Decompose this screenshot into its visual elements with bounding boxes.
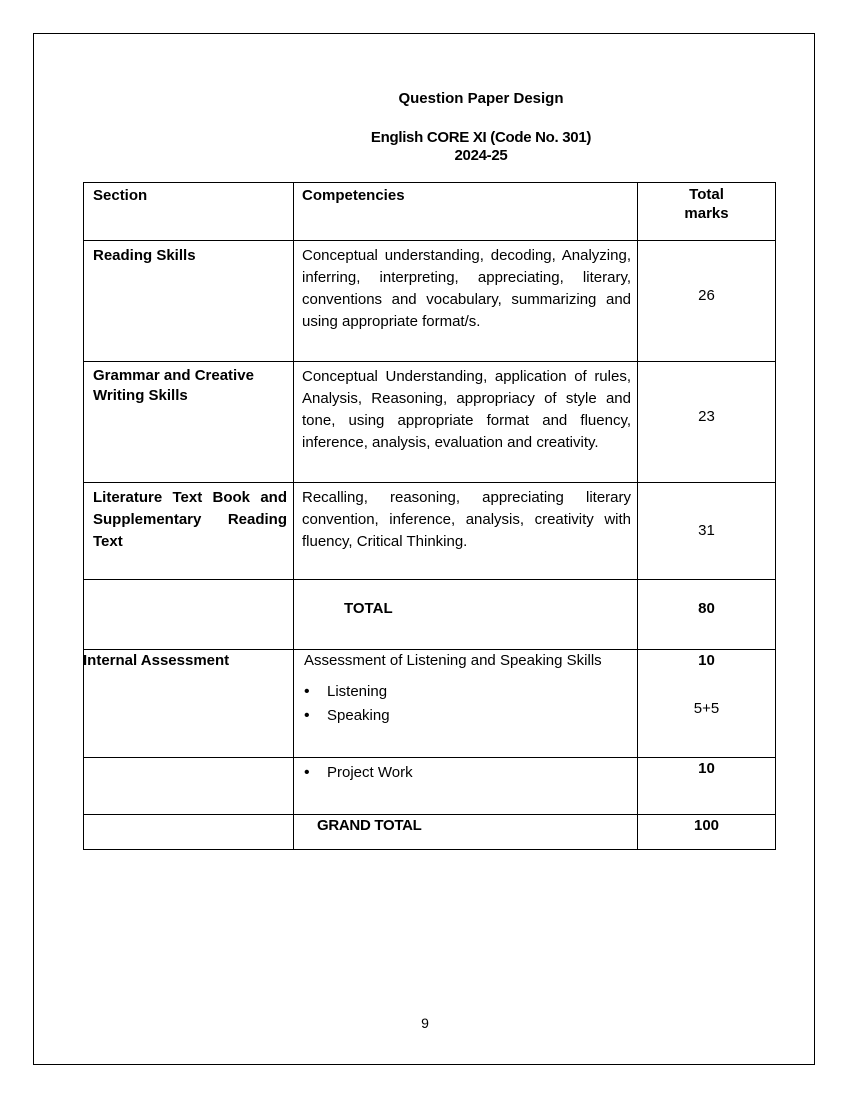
list-item: • Speaking xyxy=(294,704,637,728)
page-number: 9 xyxy=(421,1015,429,1031)
internal-section-label: Internal Assessment xyxy=(83,652,230,669)
header-section-cell xyxy=(84,183,294,241)
page-subtitle xyxy=(56,129,850,165)
competencies-cell xyxy=(294,241,638,362)
project-work-row xyxy=(84,758,776,815)
total-marks-cell xyxy=(638,580,776,650)
question-paper-design-table xyxy=(83,182,776,850)
header-section: Section xyxy=(93,187,148,204)
section-label: Reading Skills xyxy=(93,247,196,264)
marks-value: 23 xyxy=(698,408,715,425)
header-total-line2: marks xyxy=(684,205,729,222)
internal-marks: 10 xyxy=(698,652,715,669)
header-total xyxy=(638,183,775,223)
section-label: Grammar and Creative Writing Skills xyxy=(93,367,254,404)
internal-marks-cell xyxy=(638,650,776,758)
header-total-line1: Total xyxy=(689,186,724,203)
project-marks-cell xyxy=(638,758,776,815)
project-empty-cell xyxy=(84,758,294,815)
project-cell xyxy=(294,758,638,815)
marks-cell xyxy=(638,241,776,362)
marks-cell xyxy=(638,483,776,580)
section-cell xyxy=(84,483,294,580)
competencies-text: Conceptual understanding, decoding, Analyzing, inferring, interpreting, appreciating, literary, conventions and vocabulary, summarizing and using appropriate format/s. xyxy=(302,247,631,330)
list-item: • Listening xyxy=(294,680,637,704)
grand-total-marks: 100 xyxy=(693,817,720,834)
grand-total-marks-cell xyxy=(638,815,776,850)
list-item: • Project Work xyxy=(294,761,637,785)
section-cell xyxy=(84,241,294,362)
project-marks: 10 xyxy=(698,760,715,777)
table-row xyxy=(84,241,776,362)
competencies-text: Recalling, reasoning, appreciating literary convention, inference, analysis, creativity with fluency, Critical Thinking. xyxy=(302,489,631,550)
table-header-row xyxy=(84,183,776,241)
competencies-text: Conceptual Understanding, application of rules, Analysis, Reasoning, appropriacy of style and tone, using appropriate format and fluency, inference, analysis, evaluation and creativity. xyxy=(302,368,631,451)
competencies-cell xyxy=(294,483,638,580)
grand-total-row xyxy=(84,815,776,850)
total-row xyxy=(84,580,776,650)
marks-cell xyxy=(638,362,776,483)
total-marks: 80 xyxy=(698,600,715,617)
subtitle-year: 2024-25 xyxy=(454,147,508,164)
grand-total-label-cell xyxy=(294,815,638,850)
total-empty-cell xyxy=(84,580,294,650)
table-row xyxy=(84,362,776,483)
internal-sub-marks: 5+5 xyxy=(693,700,720,717)
internal-competencies-cell xyxy=(294,650,638,758)
competencies-cell xyxy=(294,362,638,483)
grand-total-empty-cell xyxy=(84,815,294,850)
internal-competencies: Assessment of Listening and Speaking Skills xyxy=(304,652,602,669)
header-competencies-cell xyxy=(294,183,638,241)
internal-assessment-row xyxy=(84,650,776,758)
total-label-cell xyxy=(294,580,638,650)
project-bullet-list xyxy=(294,761,637,785)
table-row xyxy=(84,483,776,580)
page-title: Question Paper Design xyxy=(398,90,564,107)
grand-total-label: GRAND TOTAL xyxy=(317,817,422,834)
header-total-cell xyxy=(638,183,776,241)
subtitle-course: English CORE XI (Code No. 301) xyxy=(370,129,592,146)
section-cell xyxy=(84,362,294,483)
header-competencies: Competencies xyxy=(302,187,405,204)
internal-section-cell xyxy=(84,650,294,758)
total-label: TOTAL xyxy=(344,600,393,617)
marks-value: 31 xyxy=(698,522,715,539)
section-label: Literature Text Book and Supplementary Reading Text xyxy=(93,489,287,550)
marks-value: 26 xyxy=(698,287,715,304)
internal-bullet-list xyxy=(294,680,637,728)
